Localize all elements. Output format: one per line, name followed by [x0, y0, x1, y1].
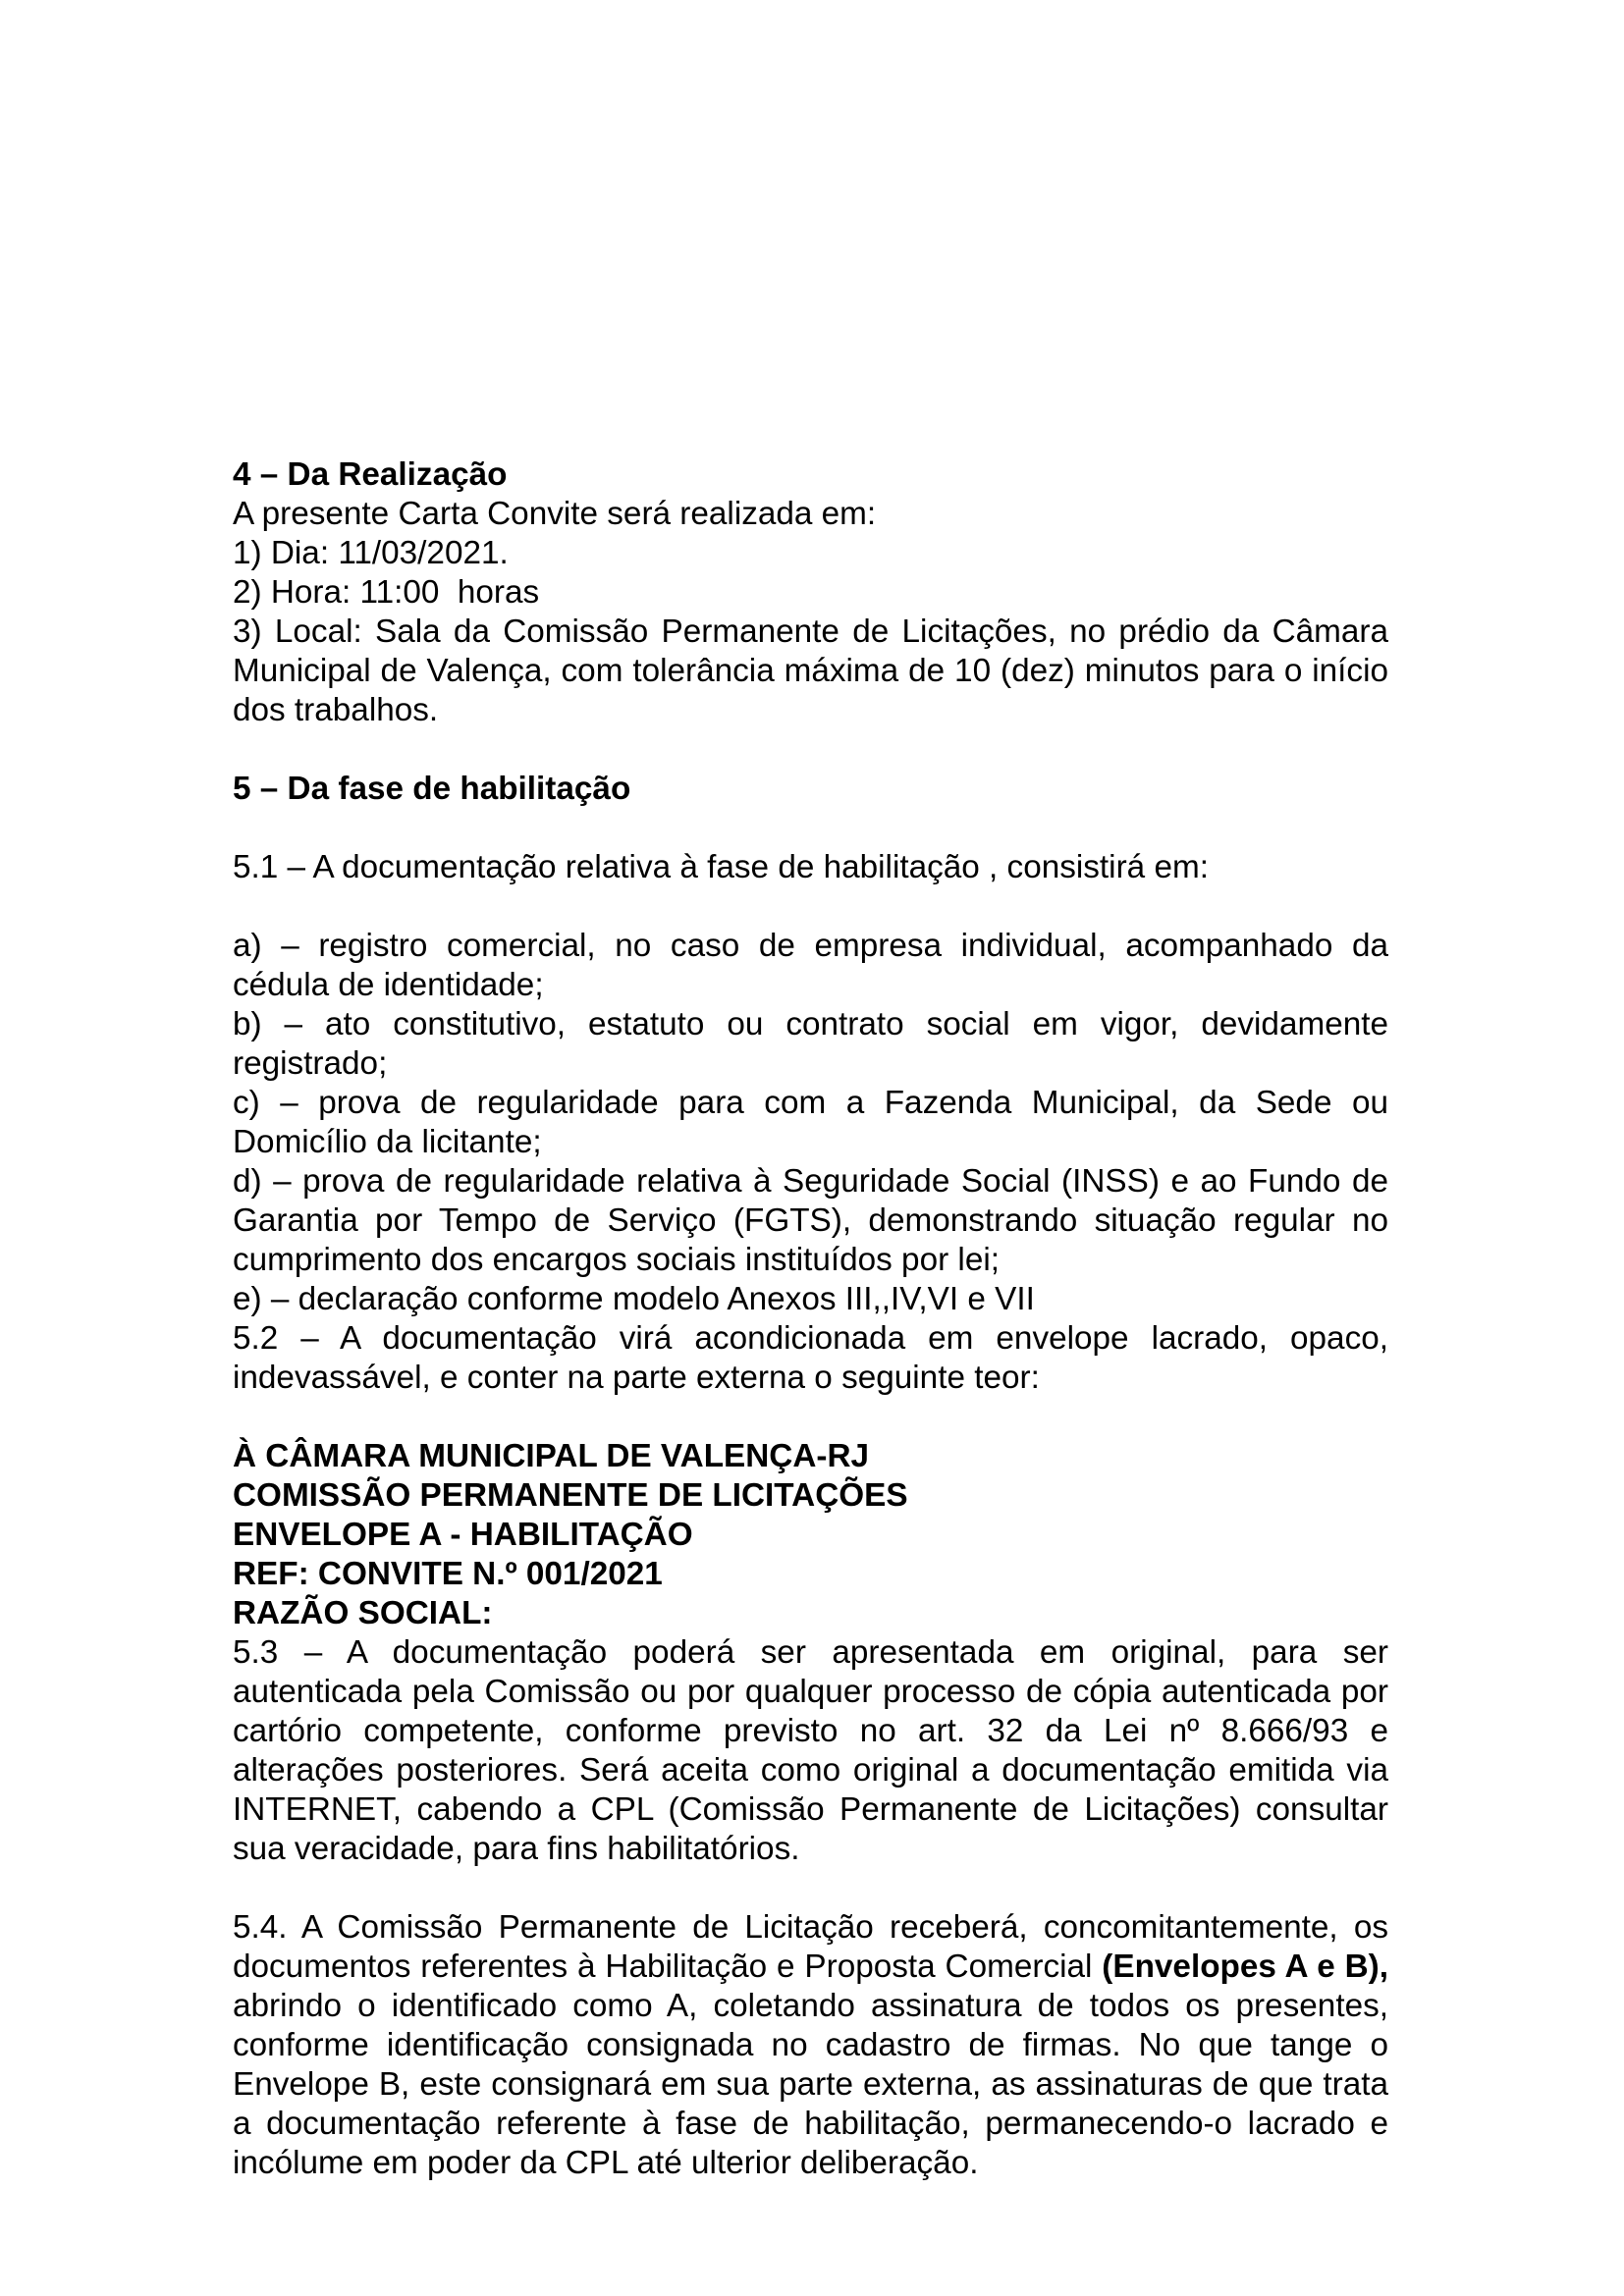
envelope-line-razao-social [233, 1594, 1388, 1633]
p-5-2 [233, 1319, 1388, 1398]
p-5-3 [233, 1633, 1388, 1869]
p-5-1 [233, 848, 1388, 887]
p-item-d-run-0: d) – prova de regularidade relativa à Seguridade Social (INSS) e ao Fundo de Garantia por Tempo de Serviço (FGTS), demonstrando situação regular no cumprimento dos encargos sociais instituídos por lei; [233, 1163, 1388, 1278]
blank-line [233, 730, 1388, 770]
p-realizacao-intro [233, 495, 1388, 534]
p-dia-run-0: 1) Dia: 11/03/2021. [233, 535, 509, 571]
envelope-line-ref-run-0: REF: CONVITE N.º 001/2021 [233, 1556, 663, 1592]
p-5-1-run-0: 5.1 – A documentação relativa à fase de habilitação , consistirá em: [233, 849, 1209, 885]
p-hora [233, 573, 1388, 613]
p-5-4 [233, 1908, 1388, 2183]
p-item-a [233, 927, 1388, 1005]
section-4-heading-run-0: 4 – Da Realização [233, 456, 508, 493]
p-5-4-run-1: (Envelopes A e B), [1102, 1949, 1388, 1985]
p-dia [233, 534, 1388, 573]
p-item-d [233, 1162, 1388, 1280]
p-realizacao-intro-run-0: A presente Carta Convite será realizada em: [233, 496, 877, 532]
p-local-run-0: 3) Local: Sala da Comissão Permanente de Licitações, no prédio da Câmara Municipal de Valença, com tolerância máxima de 10 (dez) minutos para o início dos trabalhos. [233, 614, 1388, 728]
envelope-line-comissao-run-0: COMISSÃO PERMANENTE DE LICITAÇÕES [233, 1477, 908, 1514]
p-5-4-run-2: abrindo o identificado como A, coletando assinatura de todos os presentes, conforme identificação consignada no cadastro de firmas. No que tange o Envelope B, este consignará em sua parte externa, as assinaturas de que trata a documentação referente à fase de habilitação, permanecendo-o lacrado e incólume em poder da CPL até ulterior deliberação. [233, 1988, 1388, 2181]
p-item-e [233, 1280, 1388, 1319]
blank-line [233, 1398, 1388, 1437]
envelope-line-comissao [233, 1476, 1388, 1516]
envelope-line-razao-social-run-0: RAZÃO SOCIAL: [233, 1595, 493, 1631]
p-5-3-run-0: 5.3 – A documentação poderá ser apresentada em original, para ser autenticada pela Comissão ou por qualquer processo de cópia autenticada por cartório competente, conforme previsto no art. 32 da Lei nº 8.666/93 e alterações posteriores. Será aceita como original a documentação emitida via INTERNET, cabendo a CPL (Comissão Permanente de Licitações) consultar sua veracidade, para fins habilitatórios. [233, 1634, 1388, 1867]
p-item-c-run-0: c) – prova de regularidade para com a Fazenda Municipal, da Sede ou Domicílio da licitante; [233, 1085, 1388, 1160]
p-5-2-run-0: 5.2 – A documentação virá acondicionada em envelope lacrado, opaco, indevassável, e conter na parte externa o seguinte teor: [233, 1320, 1388, 1396]
section-5-heading [233, 770, 1388, 809]
p-item-b-run-0: b) – ato constitutivo, estatuto ou contrato social em vigor, devidamente registrado; [233, 1006, 1388, 1082]
envelope-line-camara-run-0: À CÂMARA MUNICIPAL DE VALENÇA-RJ [233, 1438, 870, 1474]
blank-line [233, 887, 1388, 927]
p-5-4-run-0: 5.4. A Comissão Permanente de Licitação receberá, concomitantemente, os documentos referentes à Habilitação e Proposta Comercial [233, 1909, 1388, 1985]
envelope-line-envelope-a-run-0: ENVELOPE A - HABILITAÇÃO [233, 1517, 693, 1553]
p-item-b [233, 1005, 1388, 1084]
p-item-c [233, 1084, 1388, 1162]
blank-line [233, 1869, 1388, 1908]
envelope-line-ref [233, 1555, 1388, 1594]
envelope-line-camara [233, 1437, 1388, 1476]
p-hora-run-0: 2) Hora: 11:00 horas [233, 574, 540, 611]
p-local [233, 613, 1388, 730]
envelope-line-envelope-a [233, 1516, 1388, 1555]
document-body [233, 455, 1388, 2183]
p-item-e-run-0: e) – declaração conforme modelo Anexos III,,IV,VI e VII [233, 1281, 1035, 1317]
p-item-a-run-0: a) – registro comercial, no caso de empresa individual, acompanhado da cédula de identidade; [233, 928, 1388, 1003]
section-4-heading [233, 455, 1388, 495]
blank-line [233, 809, 1388, 848]
section-5-heading-run-0: 5 – Da fase de habilitação [233, 771, 631, 807]
